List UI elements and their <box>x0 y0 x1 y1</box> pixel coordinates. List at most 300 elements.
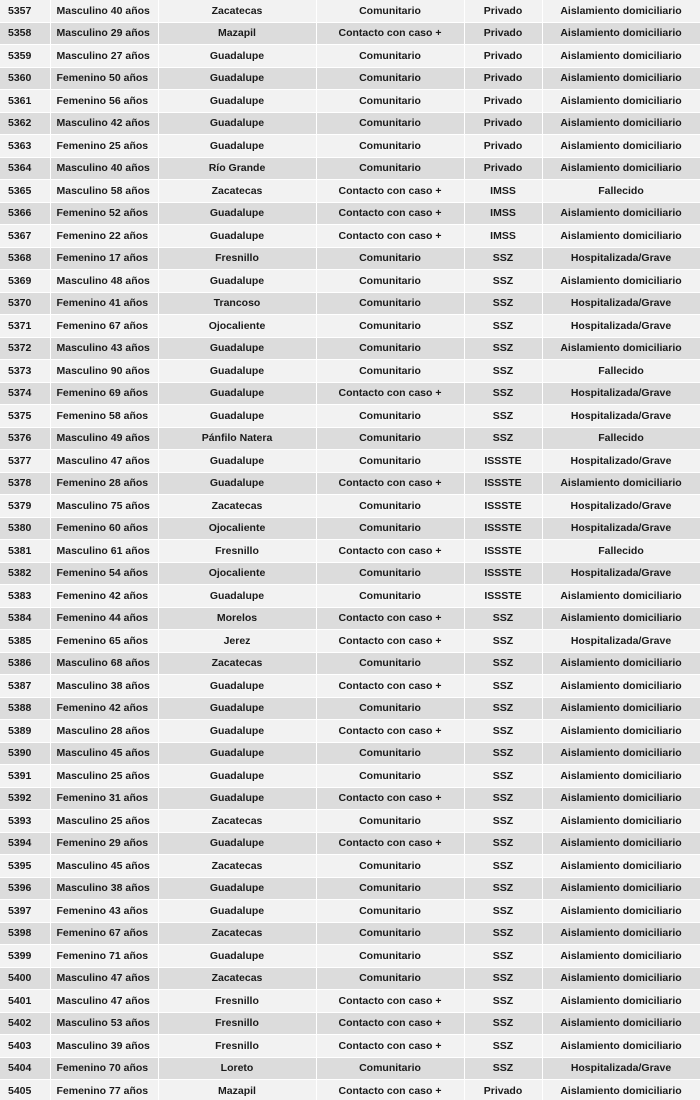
sex-age-cell: Femenino 67 años <box>50 315 158 338</box>
municipality-cell: Guadalupe <box>158 675 316 698</box>
sex-age-cell: Masculino 29 años <box>50 22 158 45</box>
institution-cell: SSZ <box>464 765 542 788</box>
transmission-type-cell: Contacto con caso + <box>316 787 464 810</box>
transmission-type-cell: Comunitario <box>316 135 464 158</box>
sex-age-cell: Femenino 28 años <box>50 472 158 495</box>
table-row <box>0 427 700 450</box>
municipality-cell: Zacatecas <box>158 180 316 203</box>
institution-cell: SSZ <box>464 900 542 923</box>
table-row <box>0 405 700 428</box>
case-number-cell: 5388 <box>0 697 50 720</box>
institution-cell: SSZ <box>464 337 542 360</box>
institution-cell: ISSSTE <box>464 585 542 608</box>
institution-cell: SSZ <box>464 405 542 428</box>
status-cell: Aislamiento domiciliario <box>542 855 700 878</box>
transmission-type-cell: Comunitario <box>316 45 464 68</box>
status-cell: Aislamiento domiciliario <box>542 0 700 22</box>
table-row <box>0 45 700 68</box>
municipality-cell: Guadalupe <box>158 945 316 968</box>
table-row <box>0 495 700 518</box>
municipality-cell: Guadalupe <box>158 742 316 765</box>
municipality-cell: Guadalupe <box>158 270 316 293</box>
institution-cell: ISSSTE <box>464 562 542 585</box>
case-number-cell: 5373 <box>0 360 50 383</box>
institution-cell: SSZ <box>464 810 542 833</box>
status-cell: Aislamiento domiciliario <box>542 45 700 68</box>
case-number-cell: 5379 <box>0 495 50 518</box>
status-cell: Aislamiento domiciliario <box>542 1035 700 1058</box>
institution-cell: Privado <box>464 112 542 135</box>
institution-cell: SSZ <box>464 832 542 855</box>
case-number-cell: 5393 <box>0 810 50 833</box>
status-cell: Aislamiento domiciliario <box>542 900 700 923</box>
municipality-cell: Pánfilo Natera <box>158 427 316 450</box>
case-number-cell: 5405 <box>0 1080 50 1100</box>
case-number-cell: 5363 <box>0 135 50 158</box>
case-number-cell: 5395 <box>0 855 50 878</box>
table-row <box>0 832 700 855</box>
transmission-type-cell: Comunitario <box>316 90 464 113</box>
transmission-type-cell: Comunitario <box>316 0 464 22</box>
table-row <box>0 450 700 473</box>
table-row <box>0 1035 700 1058</box>
institution-cell: Privado <box>464 90 542 113</box>
sex-age-cell: Masculino 40 años <box>50 157 158 180</box>
status-cell: Aislamiento domiciliario <box>542 675 700 698</box>
status-cell: Hospitalizado/Grave <box>542 495 700 518</box>
status-cell: Aislamiento domiciliario <box>542 787 700 810</box>
table-row <box>0 382 700 405</box>
case-number-cell: 5365 <box>0 180 50 203</box>
status-cell: Aislamiento domiciliario <box>542 1012 700 1035</box>
status-cell: Hospitalizada/Grave <box>542 630 700 653</box>
municipality-cell: Guadalupe <box>158 900 316 923</box>
case-number-cell: 5394 <box>0 832 50 855</box>
municipality-cell: Fresnillo <box>158 247 316 270</box>
transmission-type-cell: Contacto con caso + <box>316 990 464 1013</box>
case-number-cell: 5386 <box>0 652 50 675</box>
municipality-cell: Guadalupe <box>158 382 316 405</box>
sex-age-cell: Masculino 75 años <box>50 495 158 518</box>
sex-age-cell: Masculino 25 años <box>50 810 158 833</box>
table-row <box>0 900 700 923</box>
status-cell: Aislamiento domiciliario <box>542 607 700 630</box>
municipality-cell: Zacatecas <box>158 967 316 990</box>
sex-age-cell: Masculino 28 años <box>50 720 158 743</box>
transmission-type-cell: Comunitario <box>316 427 464 450</box>
municipality-cell: Fresnillo <box>158 540 316 563</box>
table-row <box>0 990 700 1013</box>
transmission-type-cell: Contacto con caso + <box>316 225 464 248</box>
table-row <box>0 720 700 743</box>
institution-cell: ISSSTE <box>464 517 542 540</box>
case-number-cell: 5402 <box>0 1012 50 1035</box>
institution-cell: SSZ <box>464 742 542 765</box>
institution-cell: SSZ <box>464 247 542 270</box>
sex-age-cell: Femenino 69 años <box>50 382 158 405</box>
sex-age-cell: Masculino 47 años <box>50 990 158 1013</box>
transmission-type-cell: Contacto con caso + <box>316 630 464 653</box>
table-row <box>0 292 700 315</box>
sex-age-cell: Femenino 44 años <box>50 607 158 630</box>
sex-age-cell: Femenino 71 años <box>50 945 158 968</box>
municipality-cell: Guadalupe <box>158 67 316 90</box>
municipality-cell: Ojocaliente <box>158 315 316 338</box>
transmission-type-cell: Comunitario <box>316 405 464 428</box>
institution-cell: Privado <box>464 1080 542 1100</box>
table-row <box>0 202 700 225</box>
municipality-cell: Río Grande <box>158 157 316 180</box>
status-cell: Hospitalizada/Grave <box>542 292 700 315</box>
status-cell: Fallecido <box>542 540 700 563</box>
municipality-cell: Guadalupe <box>158 450 316 473</box>
municipality-cell: Zacatecas <box>158 495 316 518</box>
status-cell: Aislamiento domiciliario <box>542 832 700 855</box>
status-cell: Aislamiento domiciliario <box>542 765 700 788</box>
sex-age-cell: Masculino 39 años <box>50 1035 158 1058</box>
transmission-type-cell: Comunitario <box>316 517 464 540</box>
status-cell: Aislamiento domiciliario <box>542 90 700 113</box>
transmission-type-cell: Comunitario <box>316 450 464 473</box>
status-cell: Aislamiento domiciliario <box>542 720 700 743</box>
transmission-type-cell: Comunitario <box>316 945 464 968</box>
status-cell: Aislamiento domiciliario <box>542 472 700 495</box>
sex-age-cell: Masculino 45 años <box>50 742 158 765</box>
institution-cell: SSZ <box>464 922 542 945</box>
case-number-cell: 5368 <box>0 247 50 270</box>
municipality-cell: Ojocaliente <box>158 517 316 540</box>
case-number-cell: 5399 <box>0 945 50 968</box>
table-row <box>0 270 700 293</box>
transmission-type-cell: Comunitario <box>316 967 464 990</box>
municipality-cell: Guadalupe <box>158 697 316 720</box>
table-row <box>0 315 700 338</box>
institution-cell: ISSSTE <box>464 472 542 495</box>
status-cell: Fallecido <box>542 360 700 383</box>
transmission-type-cell: Comunitario <box>316 315 464 338</box>
institution-cell: SSZ <box>464 382 542 405</box>
case-number-cell: 5404 <box>0 1057 50 1080</box>
case-number-cell: 5366 <box>0 202 50 225</box>
institution-cell: IMSS <box>464 180 542 203</box>
status-cell: Aislamiento domiciliario <box>542 990 700 1013</box>
institution-cell: SSZ <box>464 945 542 968</box>
transmission-type-cell: Comunitario <box>316 495 464 518</box>
sex-age-cell: Masculino 40 años <box>50 0 158 22</box>
status-cell: Hospitalizada/Grave <box>542 382 700 405</box>
institution-cell: Privado <box>464 45 542 68</box>
sex-age-cell: Femenino 65 años <box>50 630 158 653</box>
municipality-cell: Guadalupe <box>158 225 316 248</box>
table-row <box>0 1080 700 1100</box>
case-number-cell: 5376 <box>0 427 50 450</box>
sex-age-cell: Femenino 77 años <box>50 1080 158 1100</box>
status-cell: Aislamiento domiciliario <box>542 697 700 720</box>
transmission-type-cell: Comunitario <box>316 292 464 315</box>
status-cell: Aislamiento domiciliario <box>542 202 700 225</box>
institution-cell: SSZ <box>464 1035 542 1058</box>
case-number-cell: 5377 <box>0 450 50 473</box>
municipality-cell: Zacatecas <box>158 810 316 833</box>
status-cell: Aislamiento domiciliario <box>542 337 700 360</box>
institution-cell: Privado <box>464 135 542 158</box>
sex-age-cell: Masculino 45 años <box>50 855 158 878</box>
sex-age-cell: Masculino 47 años <box>50 450 158 473</box>
table-row <box>0 472 700 495</box>
sex-age-cell: Femenino 58 años <box>50 405 158 428</box>
case-number-cell: 5392 <box>0 787 50 810</box>
case-number-cell: 5391 <box>0 765 50 788</box>
case-number-cell: 5369 <box>0 270 50 293</box>
table-row <box>0 967 700 990</box>
transmission-type-cell: Comunitario <box>316 562 464 585</box>
table-row <box>0 112 700 135</box>
sex-age-cell: Femenino 43 años <box>50 900 158 923</box>
transmission-type-cell: Comunitario <box>316 877 464 900</box>
status-cell: Aislamiento domiciliario <box>542 877 700 900</box>
transmission-type-cell: Comunitario <box>316 652 464 675</box>
status-cell: Aislamiento domiciliario <box>542 922 700 945</box>
table-row <box>0 607 700 630</box>
case-number-cell: 5367 <box>0 225 50 248</box>
sex-age-cell: Femenino 56 años <box>50 90 158 113</box>
municipality-cell: Fresnillo <box>158 1035 316 1058</box>
case-number-cell: 5383 <box>0 585 50 608</box>
transmission-type-cell: Comunitario <box>316 1057 464 1080</box>
institution-cell: SSZ <box>464 630 542 653</box>
institution-cell: Privado <box>464 67 542 90</box>
municipality-cell: Guadalupe <box>158 360 316 383</box>
municipality-cell: Mazapil <box>158 22 316 45</box>
transmission-type-cell: Comunitario <box>316 67 464 90</box>
status-cell: Hospitalizada/Grave <box>542 405 700 428</box>
status-cell: Aislamiento domiciliario <box>542 67 700 90</box>
transmission-type-cell: Comunitario <box>316 270 464 293</box>
table-row <box>0 630 700 653</box>
case-number-cell: 5390 <box>0 742 50 765</box>
table-row <box>0 225 700 248</box>
transmission-type-cell: Contacto con caso + <box>316 607 464 630</box>
table-row <box>0 180 700 203</box>
table-row <box>0 247 700 270</box>
case-number-cell: 5385 <box>0 630 50 653</box>
transmission-type-cell: Contacto con caso + <box>316 720 464 743</box>
municipality-cell: Guadalupe <box>158 472 316 495</box>
case-number-cell: 5364 <box>0 157 50 180</box>
institution-cell: ISSSTE <box>464 450 542 473</box>
municipality-cell: Ojocaliente <box>158 562 316 585</box>
table-row <box>0 360 700 383</box>
sex-age-cell: Femenino 29 años <box>50 832 158 855</box>
municipality-cell: Mazapil <box>158 1080 316 1100</box>
case-number-cell: 5361 <box>0 90 50 113</box>
transmission-type-cell: Comunitario <box>316 900 464 923</box>
sex-age-cell: Masculino 38 años <box>50 675 158 698</box>
municipality-cell: Guadalupe <box>158 202 316 225</box>
case-number-cell: 5401 <box>0 990 50 1013</box>
case-number-cell: 5372 <box>0 337 50 360</box>
sex-age-cell: Femenino 60 años <box>50 517 158 540</box>
municipality-cell: Morelos <box>158 607 316 630</box>
status-cell: Aislamiento domiciliario <box>542 225 700 248</box>
case-number-cell: 5403 <box>0 1035 50 1058</box>
table-row <box>0 585 700 608</box>
transmission-type-cell: Comunitario <box>316 765 464 788</box>
status-cell: Fallecido <box>542 180 700 203</box>
table-row <box>0 945 700 968</box>
transmission-type-cell: Comunitario <box>316 742 464 765</box>
municipality-cell: Guadalupe <box>158 90 316 113</box>
municipality-cell: Fresnillo <box>158 1012 316 1035</box>
transmission-type-cell: Comunitario <box>316 810 464 833</box>
case-number-cell: 5381 <box>0 540 50 563</box>
status-cell: Aislamiento domiciliario <box>542 22 700 45</box>
municipality-cell: Guadalupe <box>158 112 316 135</box>
institution-cell: SSZ <box>464 990 542 1013</box>
transmission-type-cell: Comunitario <box>316 157 464 180</box>
case-number-cell: 5384 <box>0 607 50 630</box>
institution-cell: IMSS <box>464 202 542 225</box>
municipality-cell: Fresnillo <box>158 990 316 1013</box>
sex-age-cell: Femenino 31 años <box>50 787 158 810</box>
sex-age-cell: Masculino 38 años <box>50 877 158 900</box>
status-cell: Hospitalizada/Grave <box>542 562 700 585</box>
institution-cell: IMSS <box>464 225 542 248</box>
municipality-cell: Guadalupe <box>158 877 316 900</box>
table-row <box>0 540 700 563</box>
sex-age-cell: Femenino 67 años <box>50 922 158 945</box>
table-row <box>0 855 700 878</box>
status-cell: Aislamiento domiciliario <box>542 742 700 765</box>
case-number-cell: 5362 <box>0 112 50 135</box>
table-row <box>0 562 700 585</box>
status-cell: Hospitalizada/Grave <box>542 1057 700 1080</box>
sex-age-cell: Femenino 41 años <box>50 292 158 315</box>
case-number-cell: 5398 <box>0 922 50 945</box>
sex-age-cell: Masculino 90 años <box>50 360 158 383</box>
case-number-cell: 5358 <box>0 22 50 45</box>
status-cell: Hospitalizada/Grave <box>542 315 700 338</box>
institution-cell: ISSSTE <box>464 540 542 563</box>
case-number-cell: 5360 <box>0 67 50 90</box>
institution-cell: SSZ <box>464 360 542 383</box>
case-number-cell: 5400 <box>0 967 50 990</box>
transmission-type-cell: Contacto con caso + <box>316 22 464 45</box>
municipality-cell: Zacatecas <box>158 652 316 675</box>
sex-age-cell: Femenino 54 años <box>50 562 158 585</box>
sex-age-cell: Masculino 61 años <box>50 540 158 563</box>
sex-age-cell: Femenino 70 años <box>50 1057 158 1080</box>
municipality-cell: Guadalupe <box>158 765 316 788</box>
table-row <box>0 810 700 833</box>
status-cell: Aislamiento domiciliario <box>542 810 700 833</box>
transmission-type-cell: Comunitario <box>316 922 464 945</box>
sex-age-cell: Femenino 22 años <box>50 225 158 248</box>
transmission-type-cell: Comunitario <box>316 247 464 270</box>
table-row <box>0 90 700 113</box>
table-row <box>0 337 700 360</box>
sex-age-cell: Masculino 58 años <box>50 180 158 203</box>
status-cell: Aislamiento domiciliario <box>542 945 700 968</box>
case-number-cell: 5396 <box>0 877 50 900</box>
sex-age-cell: Masculino 27 años <box>50 45 158 68</box>
case-number-cell: 5382 <box>0 562 50 585</box>
sex-age-cell: Femenino 42 años <box>50 697 158 720</box>
table-row <box>0 787 700 810</box>
table-row <box>0 742 700 765</box>
status-cell: Hospitalizada/Grave <box>542 517 700 540</box>
sex-age-cell: Femenino 42 años <box>50 585 158 608</box>
municipality-cell: Trancoso <box>158 292 316 315</box>
status-cell: Aislamiento domiciliario <box>542 112 700 135</box>
municipality-cell: Zacatecas <box>158 855 316 878</box>
status-cell: Aislamiento domiciliario <box>542 967 700 990</box>
case-number-cell: 5371 <box>0 315 50 338</box>
sex-age-cell: Femenino 50 años <box>50 67 158 90</box>
institution-cell: SSZ <box>464 1057 542 1080</box>
institution-cell: SSZ <box>464 675 542 698</box>
status-cell: Aislamiento domiciliario <box>542 135 700 158</box>
table-row <box>0 652 700 675</box>
case-number-cell: 5370 <box>0 292 50 315</box>
institution-cell: SSZ <box>464 697 542 720</box>
institution-cell: SSZ <box>464 292 542 315</box>
case-number-cell: 5378 <box>0 472 50 495</box>
status-cell: Aislamiento domiciliario <box>542 585 700 608</box>
status-cell: Aislamiento domiciliario <box>542 652 700 675</box>
transmission-type-cell: Contacto con caso + <box>316 540 464 563</box>
table-row <box>0 157 700 180</box>
case-number-cell: 5375 <box>0 405 50 428</box>
table-row <box>0 22 700 45</box>
institution-cell: SSZ <box>464 787 542 810</box>
transmission-type-cell: Contacto con caso + <box>316 202 464 225</box>
municipality-cell: Guadalupe <box>158 45 316 68</box>
case-number-cell: 5397 <box>0 900 50 923</box>
case-number-cell: 5380 <box>0 517 50 540</box>
status-cell: Fallecido <box>542 427 700 450</box>
table-row <box>0 67 700 90</box>
municipality-cell: Guadalupe <box>158 720 316 743</box>
transmission-type-cell: Contacto con caso + <box>316 675 464 698</box>
municipality-cell: Guadalupe <box>158 787 316 810</box>
institution-cell: SSZ <box>464 855 542 878</box>
institution-cell: Privado <box>464 0 542 22</box>
table-row <box>0 1057 700 1080</box>
case-number-cell: 5387 <box>0 675 50 698</box>
municipality-cell: Guadalupe <box>158 585 316 608</box>
institution-cell: SSZ <box>464 270 542 293</box>
transmission-type-cell: Comunitario <box>316 112 464 135</box>
status-cell: Aislamiento domiciliario <box>542 1080 700 1100</box>
institution-cell: SSZ <box>464 652 542 675</box>
status-cell: Aislamiento domiciliario <box>542 157 700 180</box>
transmission-type-cell: Contacto con caso + <box>316 1080 464 1100</box>
sex-age-cell: Femenino 52 años <box>50 202 158 225</box>
municipality-cell: Guadalupe <box>158 405 316 428</box>
institution-cell: SSZ <box>464 877 542 900</box>
case-number-cell: 5359 <box>0 45 50 68</box>
transmission-type-cell: Contacto con caso + <box>316 1035 464 1058</box>
transmission-type-cell: Comunitario <box>316 337 464 360</box>
transmission-type-cell: Comunitario <box>316 585 464 608</box>
transmission-type-cell: Comunitario <box>316 697 464 720</box>
municipality-cell: Jerez <box>158 630 316 653</box>
transmission-type-cell: Comunitario <box>316 360 464 383</box>
table-row <box>0 0 700 22</box>
institution-cell: SSZ <box>464 967 542 990</box>
sex-age-cell: Masculino 53 años <box>50 1012 158 1035</box>
